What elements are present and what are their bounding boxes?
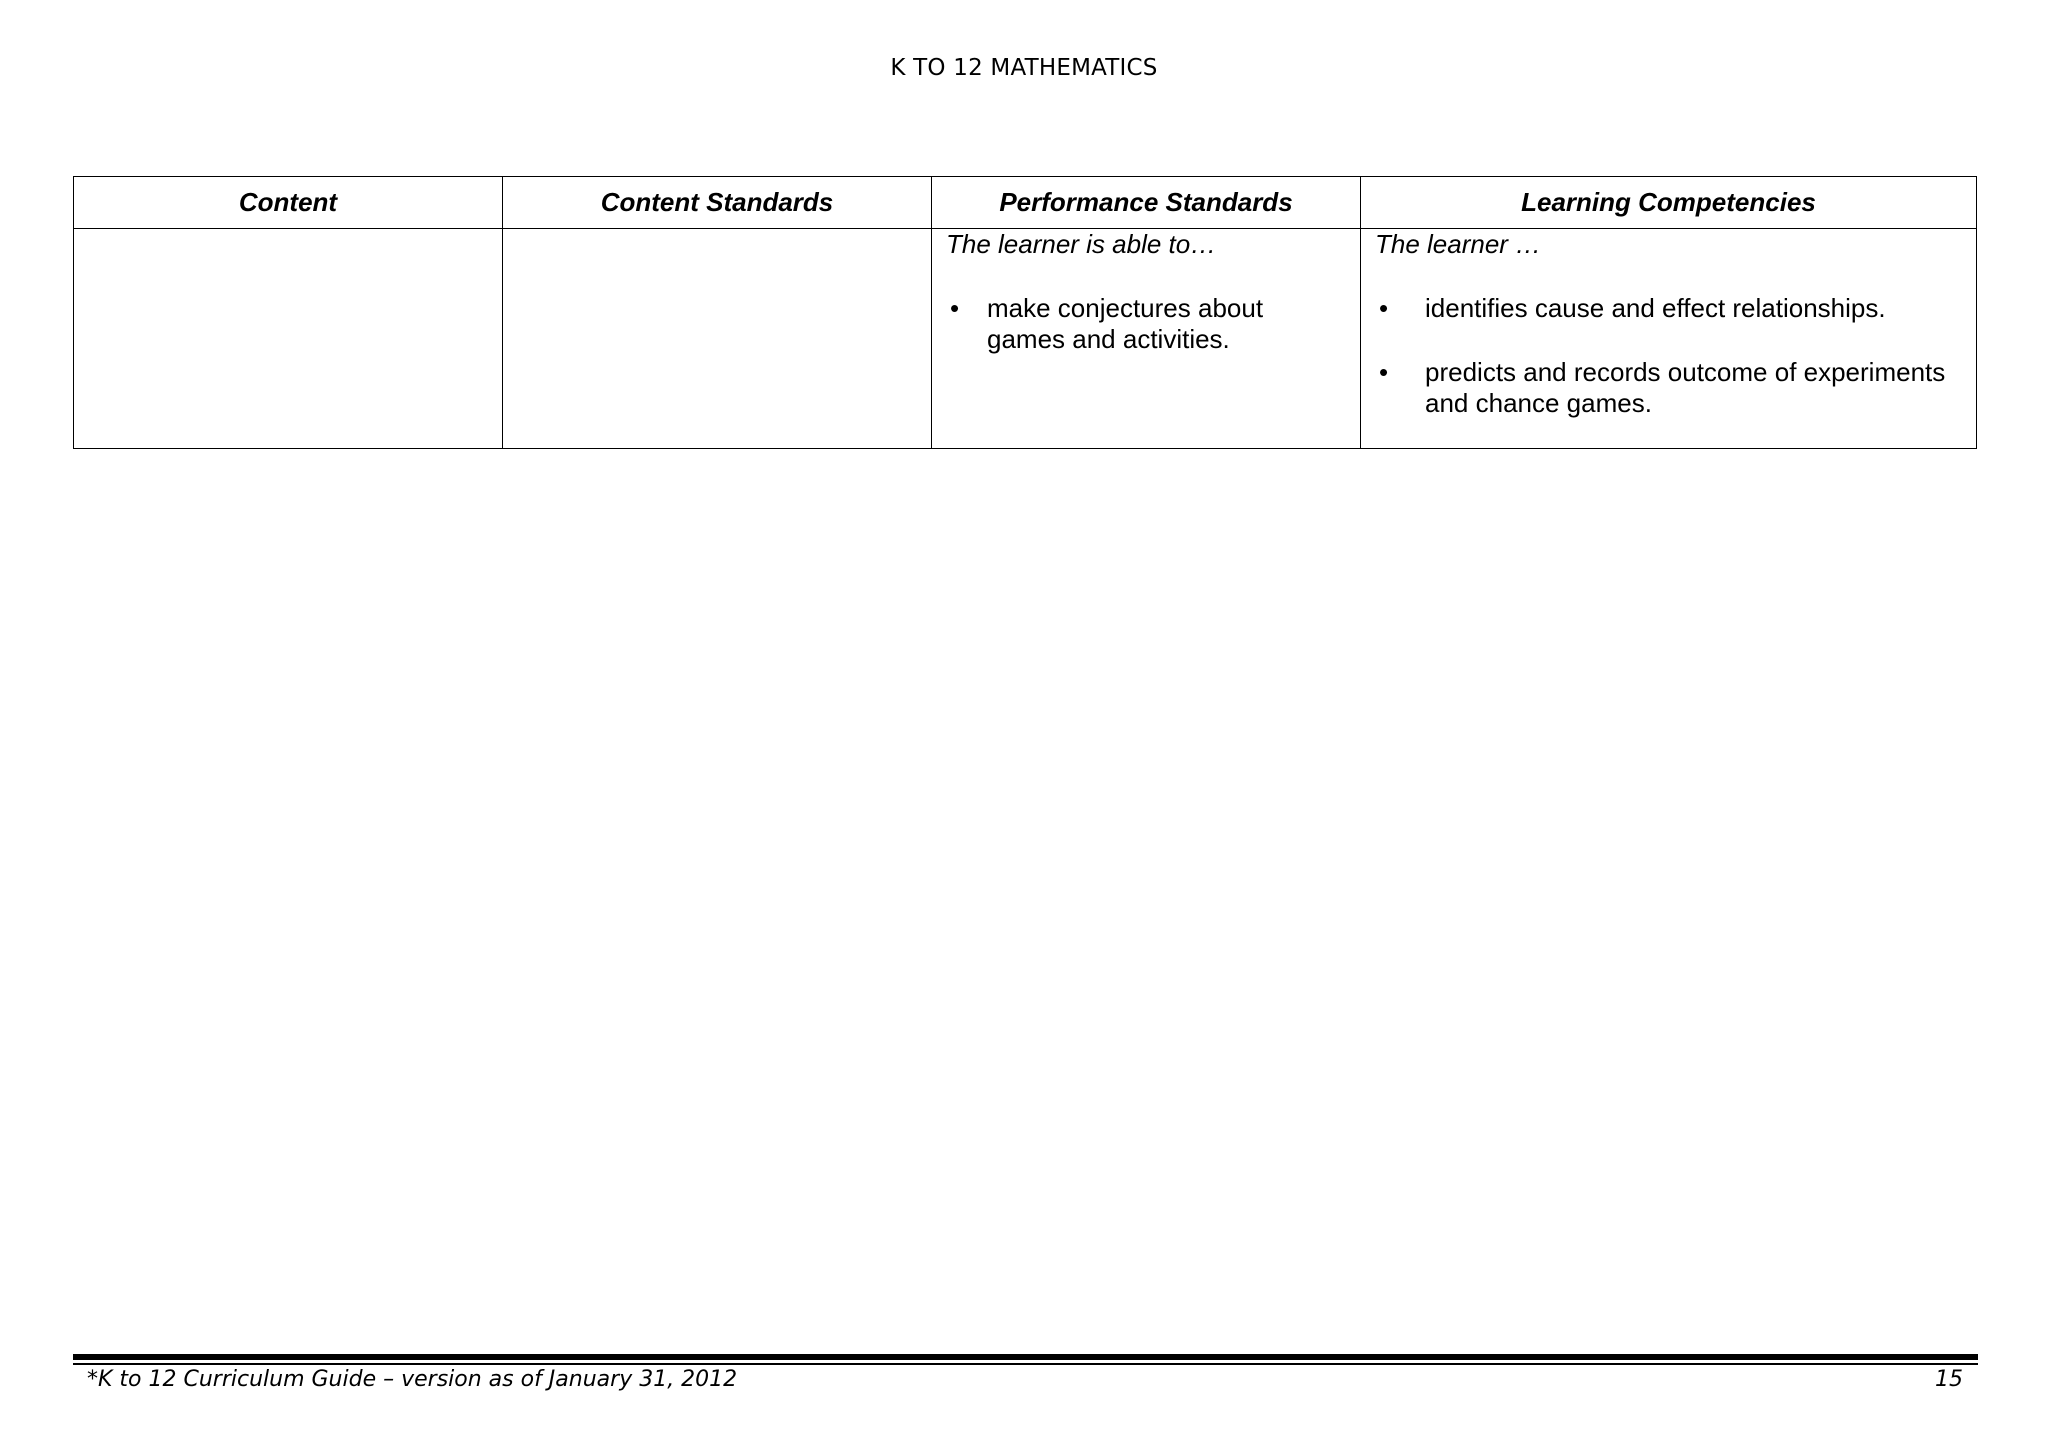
column-header-learning-competencies: Learning Competencies bbox=[1361, 177, 1977, 229]
table-header-row bbox=[74, 177, 1977, 229]
performance-standards-list bbox=[946, 293, 1346, 355]
column-header-performance-standards: Performance Standards bbox=[932, 177, 1361, 229]
list-item bbox=[1375, 357, 1962, 419]
learning-competencies-list bbox=[1375, 293, 1962, 419]
bullet-icon: • bbox=[1379, 293, 1389, 323]
learning-competencies-intro: The learner … bbox=[1375, 229, 1542, 259]
performance-standard-text: make conjectures about games and activities. bbox=[987, 293, 1264, 354]
document-header-title: K TO 12 MATHEMATICS bbox=[890, 55, 1158, 81]
learning-competency-text: predicts and records outcome of experiments and chance games. bbox=[1425, 357, 1946, 418]
performance-standards-cell bbox=[932, 229, 1361, 449]
learning-competencies-cell bbox=[1361, 229, 1977, 449]
list-item bbox=[946, 293, 1346, 355]
curriculum-table bbox=[73, 176, 1977, 449]
footer-divider-thick bbox=[73, 1354, 1978, 1360]
table-row bbox=[74, 229, 1977, 449]
bullet-icon: • bbox=[1379, 357, 1389, 387]
learning-competency-text: identifies cause and effect relationships. bbox=[1425, 293, 1886, 323]
column-header-content-standards: Content Standards bbox=[503, 177, 932, 229]
footer-divider-thin bbox=[73, 1363, 1978, 1365]
content-standards-cell bbox=[503, 229, 932, 449]
column-header-content: Content bbox=[74, 177, 503, 229]
page-number: 15 bbox=[1935, 1367, 1963, 1392]
footer-version-note: *K to 12 Curriculum Guide – version as of January 31, 2012 bbox=[87, 1367, 738, 1392]
performance-standards-intro: The learner is able to… bbox=[946, 229, 1217, 259]
list-item bbox=[1375, 293, 1962, 324]
bullet-icon: • bbox=[950, 293, 960, 323]
content-cell bbox=[74, 229, 503, 449]
